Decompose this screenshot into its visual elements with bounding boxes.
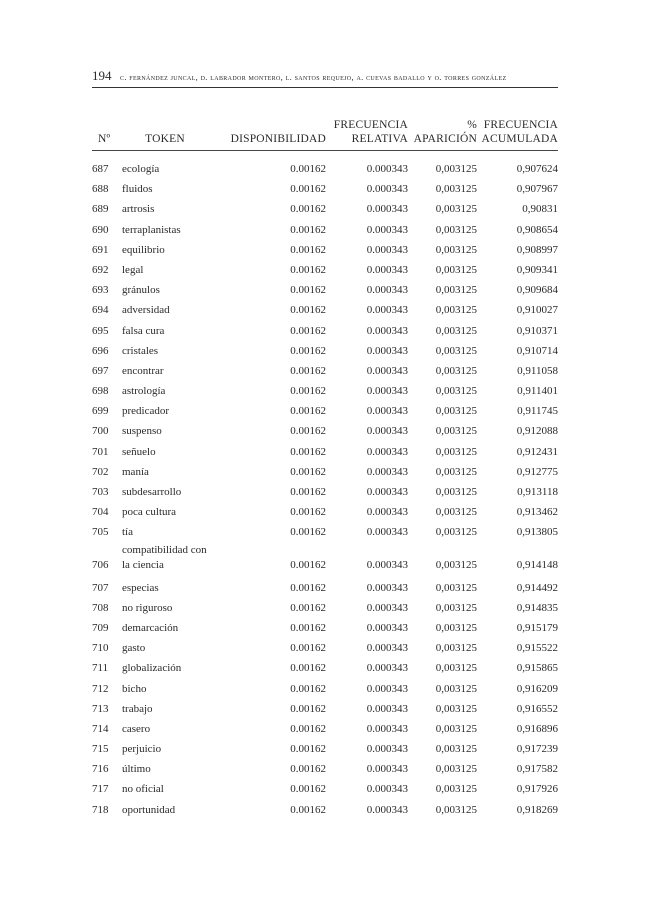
row-number-cell: 707 [92, 581, 109, 594]
frecuencia-relativa-cell: 0.000343 [366, 364, 408, 377]
frecuencia-acumulada-cell: 0,914835 [516, 601, 558, 614]
frecuencia-relativa-cell: 0.000343 [366, 445, 408, 458]
disponibilidad-cell: 0.00162 [290, 526, 326, 539]
frecuencia-relativa-cell: 0.000343 [366, 601, 408, 614]
frecuencia-acumulada-cell: 0,909341 [516, 263, 558, 276]
table-header-row [92, 118, 558, 151]
table-header [92, 118, 558, 151]
column-header-disponibilidad: DISPONIBILIDAD [210, 118, 328, 151]
frecuencia-acumulada-cell: 0,913462 [516, 506, 558, 519]
table-row [92, 478, 558, 498]
frecuencia-acumulada-cell: 0,912088 [516, 425, 558, 438]
token-cell: artrosis [122, 203, 155, 216]
frecuencia-relativa-cell: 0.000343 [366, 486, 408, 498]
disponibilidad-cell: 0.00162 [290, 263, 326, 276]
disponibilidad-cell: 0.00162 [290, 486, 326, 498]
token-cell: equilibrio [122, 243, 165, 256]
token-cell: señuelo [122, 445, 156, 458]
frecuencia-acumulada-cell: 0,917926 [516, 783, 558, 796]
frecuencia-relativa-cell: 0.000343 [366, 284, 408, 297]
frecuencia-acumulada-cell: 0,917239 [516, 743, 558, 756]
disponibilidad-cell: 0.00162 [290, 364, 326, 377]
table-row [92, 256, 558, 276]
table-row [92, 236, 558, 256]
disponibilidad-cell: 0.00162 [290, 743, 326, 756]
aparicion-cell: 0,003125 [435, 601, 477, 614]
row-number-cell: 716 [92, 763, 109, 776]
frecuencia-acumulada-cell: 0,912775 [516, 465, 558, 478]
disponibilidad-cell: 0.00162 [290, 803, 326, 816]
table-row [92, 755, 558, 775]
frecuencia-acumulada-cell: 0,913805 [516, 526, 558, 539]
column-header-aparicion [408, 118, 478, 151]
token-cell: gránulos [122, 284, 160, 297]
frecuencia-relativa-cell: 0.000343 [366, 405, 408, 418]
token-cell: ecología [122, 163, 160, 175]
table-row [92, 634, 558, 654]
aparicion-cell: 0,003125 [435, 344, 477, 357]
token-cell: no riguroso [122, 601, 173, 614]
row-number-cell: 713 [92, 702, 109, 715]
table-row [92, 337, 558, 357]
disponibilidad-cell: 0.00162 [290, 243, 326, 256]
table-row [92, 795, 558, 815]
aparicion-cell: 0,003125 [435, 559, 477, 572]
aparicion-cell: 0,003125 [435, 506, 477, 519]
page-number: 194 [92, 68, 112, 83]
frecuencia-acumulada-cell: 0,916209 [516, 682, 558, 695]
table-row [92, 594, 558, 614]
frecuencia-relativa-cell: 0.000343 [366, 385, 408, 398]
row-number-cell: 703 [92, 486, 109, 498]
disponibilidad-cell: 0.00162 [290, 506, 326, 519]
table-row [92, 538, 558, 573]
disponibilidad-cell: 0.00162 [290, 559, 326, 572]
disponibilidad-cell: 0.00162 [290, 722, 326, 735]
aparicion-cell: 0,003125 [435, 163, 477, 175]
token-cell: falsa cura [122, 324, 165, 337]
token-cell: encontrar [122, 364, 164, 377]
token-cell: fluidos [122, 183, 153, 196]
row-number-cell: 702 [92, 465, 109, 478]
table-row [92, 437, 558, 457]
frecuencia-acumulada-cell: 0,915179 [516, 621, 558, 634]
disponibilidad-cell: 0.00162 [290, 183, 326, 196]
table-row [92, 377, 558, 397]
token-frequency-table [92, 118, 558, 816]
table-row [92, 316, 558, 336]
table-row [92, 357, 558, 377]
row-number-cell: 700 [92, 425, 109, 438]
row-number-cell: 694 [92, 304, 109, 317]
frecuencia-acumulada-cell: 0,915522 [516, 642, 558, 655]
token-table-container [92, 118, 558, 816]
column-header-frecuencia-relativa-line1: FRECUENCIA [333, 119, 408, 131]
frecuencia-relativa-cell: 0.000343 [366, 425, 408, 438]
token-cell: compatibilidad con la ciencia [122, 544, 207, 572]
aparicion-cell: 0,003125 [435, 263, 477, 276]
frecuencia-acumulada-cell: 0,913118 [517, 486, 558, 498]
row-number-cell: 687 [92, 163, 109, 175]
column-header-number: Nº [92, 118, 120, 151]
table-row [92, 195, 558, 215]
frecuencia-acumulada-cell: 0,912431 [516, 445, 558, 458]
frecuencia-relativa-cell: 0.000343 [366, 223, 408, 236]
frecuencia-relativa-cell: 0.000343 [366, 203, 408, 216]
frecuencia-relativa-cell: 0.000343 [366, 763, 408, 776]
frecuencia-relativa-cell: 0.000343 [366, 304, 408, 317]
disponibilidad-cell: 0.00162 [290, 662, 326, 675]
frecuencia-relativa-cell: 0.000343 [366, 526, 408, 539]
token-cell: manía [122, 465, 149, 478]
disponibilidad-cell: 0.00162 [290, 621, 326, 634]
frecuencia-relativa-cell: 0.000343 [366, 642, 408, 655]
running-header [92, 68, 562, 84]
row-number-cell: 704 [92, 506, 109, 519]
token-cell: poca cultura [122, 506, 177, 519]
table-row [92, 518, 558, 538]
aparicion-cell: 0,003125 [435, 642, 477, 655]
aparicion-cell: 0,003125 [435, 243, 477, 256]
header-rule [92, 87, 558, 88]
token-cell: astrología [122, 385, 166, 398]
disponibilidad-cell: 0.00162 [290, 702, 326, 715]
token-cell: perjuicio [122, 743, 162, 756]
frecuencia-acumulada-cell: 0,90831 [522, 203, 558, 216]
frecuencia-acumulada-cell: 0,910714 [516, 344, 558, 357]
row-number-cell: 706 [92, 559, 109, 572]
row-number-cell: 710 [92, 642, 109, 655]
row-number-cell: 698 [92, 385, 109, 398]
row-number-cell: 708 [92, 601, 109, 614]
frecuencia-relativa-cell: 0.000343 [366, 783, 408, 796]
disponibilidad-cell: 0.00162 [290, 445, 326, 458]
frecuencia-acumulada-cell: 0,915865 [516, 662, 558, 675]
disponibilidad-cell: 0.00162 [290, 344, 326, 357]
frecuencia-relativa-cell: 0.000343 [366, 621, 408, 634]
aparicion-cell: 0,003125 [435, 385, 477, 398]
aparicion-cell: 0,003125 [435, 581, 477, 594]
aparicion-cell: 0,003125 [435, 743, 477, 756]
aparicion-cell: 0,003125 [435, 783, 477, 796]
row-number-cell: 701 [92, 445, 109, 458]
table-row [92, 735, 558, 755]
frecuencia-acumulada-cell: 0,911058 [517, 364, 558, 377]
disponibilidad-cell: 0.00162 [290, 425, 326, 438]
frecuencia-acumulada-cell: 0,908654 [516, 223, 558, 236]
row-number-cell: 709 [92, 621, 109, 634]
frecuencia-relativa-cell: 0.000343 [366, 465, 408, 478]
disponibilidad-cell: 0.00162 [290, 465, 326, 478]
disponibilidad-cell: 0.00162 [290, 581, 326, 594]
column-header-aparicion-line2: APARICIÓN [413, 133, 477, 145]
frecuencia-acumulada-cell: 0,910027 [516, 304, 558, 317]
row-number-cell: 699 [92, 405, 109, 418]
token-cell: último [122, 763, 151, 776]
row-number-cell: 718 [92, 803, 109, 816]
row-number-cell: 712 [92, 682, 109, 695]
aparicion-cell: 0,003125 [435, 722, 477, 735]
table-row [92, 276, 558, 296]
disponibilidad-cell: 0.00162 [290, 304, 326, 317]
frecuencia-acumulada-cell: 0,911745 [517, 405, 558, 418]
table-row [92, 397, 558, 417]
token-cell: subdesarrollo [122, 486, 182, 498]
table-row [92, 614, 558, 634]
frecuencia-relativa-cell: 0.000343 [366, 662, 408, 675]
token-cell: no oficial [122, 783, 164, 796]
token-cell: demarcación [122, 621, 179, 634]
table-row [92, 417, 558, 437]
frecuencia-relativa-cell: 0.000343 [366, 743, 408, 756]
row-number-cell: 695 [92, 324, 109, 337]
token-cell: cristales [122, 344, 159, 357]
column-header-frecuencia-acumulada [478, 118, 558, 151]
aparicion-cell: 0,003125 [435, 203, 477, 216]
token-cell: globalización [122, 662, 182, 675]
token-cell: bicho [122, 682, 147, 695]
frecuencia-acumulada-cell: 0,916896 [516, 722, 558, 735]
table-row [92, 175, 558, 195]
table-row [92, 674, 558, 694]
frecuencia-acumulada-cell: 0,910371 [516, 324, 558, 337]
row-number-cell: 711 [92, 662, 109, 675]
aparicion-cell: 0,003125 [435, 364, 477, 377]
disponibilidad-cell: 0.00162 [290, 385, 326, 398]
running-header-authors: c. fernández juncal, d. labrador montero, l. santos requejo, a. cuevas badallo y o. torres gonzález [119, 72, 507, 82]
table-body [92, 151, 558, 816]
row-number-cell: 715 [92, 743, 109, 756]
disponibilidad-cell: 0.00162 [290, 203, 326, 216]
frecuencia-relativa-cell: 0.000343 [366, 243, 408, 256]
table-row [92, 151, 558, 176]
disponibilidad-cell: 0.00162 [290, 405, 326, 418]
token-cell: oportunidad [122, 803, 176, 816]
aparicion-cell: 0,003125 [435, 405, 477, 418]
column-header-aparicion-line1: % [467, 119, 477, 131]
aparicion-cell: 0,003125 [435, 763, 477, 776]
table-row [92, 715, 558, 735]
frecuencia-relativa-cell: 0.000343 [366, 803, 408, 816]
row-number-cell: 688 [92, 183, 109, 196]
frecuencia-acumulada-cell: 0,909684 [516, 284, 558, 297]
token-cell: especias [122, 581, 159, 594]
frecuencia-acumulada-cell: 0,918269 [516, 803, 558, 816]
frecuencia-relativa-cell: 0.000343 [366, 559, 408, 572]
token-cell: trabajo [122, 702, 153, 715]
token-cell: gasto [122, 642, 146, 655]
column-header-token: TOKEN [120, 118, 210, 151]
disponibilidad-cell: 0.00162 [290, 763, 326, 776]
aparicion-cell: 0,003125 [435, 465, 477, 478]
frecuencia-acumulada-cell: 0,907967 [516, 183, 558, 196]
disponibilidad-cell: 0.00162 [290, 163, 326, 175]
frecuencia-relativa-cell: 0.000343 [366, 506, 408, 519]
row-number-cell: 690 [92, 223, 109, 236]
token-cell: adversidad [122, 304, 170, 317]
frecuencia-acumulada-cell: 0,907624 [516, 163, 558, 175]
token-cell: legal [122, 263, 144, 276]
aparicion-cell: 0,003125 [435, 445, 477, 458]
disponibilidad-cell: 0.00162 [290, 601, 326, 614]
table-row [92, 296, 558, 316]
disponibilidad-cell: 0.00162 [290, 642, 326, 655]
row-number-cell: 692 [92, 263, 109, 276]
aparicion-cell: 0,003125 [435, 425, 477, 438]
aparicion-cell: 0,003125 [435, 324, 477, 337]
token-cell: suspenso [122, 425, 162, 438]
aparicion-cell: 0,003125 [435, 526, 477, 539]
aparicion-cell: 0,003125 [435, 223, 477, 236]
frecuencia-relativa-cell: 0.000343 [366, 722, 408, 735]
frecuencia-relativa-cell: 0.000343 [366, 581, 408, 594]
token-cell: casero [122, 722, 151, 735]
frecuencia-acumulada-cell: 0,916552 [516, 702, 558, 715]
frecuencia-acumulada-cell: 0,914148 [516, 559, 558, 572]
frecuencia-acumulada-cell: 0,908997 [516, 243, 558, 256]
aparicion-cell: 0,003125 [435, 183, 477, 196]
column-header-frecuencia-acumulada-line1: FRECUENCIA [483, 119, 558, 131]
row-number-cell: 714 [92, 722, 109, 735]
table-row [92, 573, 558, 593]
aparicion-cell: 0,003125 [435, 682, 477, 695]
row-number-cell: 717 [92, 783, 109, 796]
frecuencia-acumulada-cell: 0,911401 [517, 385, 558, 398]
frecuencia-relativa-cell: 0.000343 [366, 344, 408, 357]
frecuencia-acumulada-cell: 0,914492 [516, 581, 558, 594]
token-cell: predicador [122, 405, 170, 418]
table-row [92, 458, 558, 478]
column-header-frecuencia-acumulada-line2: ACUMULADA [481, 133, 558, 145]
frecuencia-relativa-cell: 0.000343 [366, 324, 408, 337]
frecuencia-relativa-cell: 0.000343 [366, 702, 408, 715]
row-number-cell: 693 [92, 284, 109, 297]
table-row [92, 695, 558, 715]
row-number-cell: 697 [92, 364, 109, 377]
column-header-frecuencia-relativa [328, 118, 408, 151]
aparicion-cell: 0,003125 [435, 662, 477, 675]
disponibilidad-cell: 0.00162 [290, 284, 326, 297]
disponibilidad-cell: 0.00162 [290, 783, 326, 796]
row-number-cell: 689 [92, 203, 109, 216]
aparicion-cell: 0,003125 [435, 486, 477, 498]
frecuencia-relativa-cell: 0.000343 [366, 682, 408, 695]
disponibilidad-cell: 0.00162 [290, 682, 326, 695]
aparicion-cell: 0,003125 [435, 803, 477, 816]
frecuencia-relativa-cell: 0.000343 [366, 163, 408, 175]
table-row [92, 215, 558, 235]
token-cell: terraplanistas [122, 223, 181, 236]
token-cell: tía [122, 526, 133, 539]
row-number-cell: 691 [92, 243, 109, 256]
table-row [92, 775, 558, 795]
table-row [92, 498, 558, 518]
aparicion-cell: 0,003125 [435, 304, 477, 317]
aparicion-cell: 0,003125 [435, 284, 477, 297]
disponibilidad-cell: 0.00162 [290, 223, 326, 236]
table-row [92, 654, 558, 674]
frecuencia-relativa-cell: 0.000343 [366, 183, 408, 196]
aparicion-cell: 0,003125 [435, 621, 477, 634]
row-number-cell: 705 [92, 526, 109, 539]
column-header-frecuencia-relativa-line2: RELATIVA [351, 133, 408, 145]
frecuencia-relativa-cell: 0.000343 [366, 263, 408, 276]
frecuencia-acumulada-cell: 0,917582 [516, 763, 558, 776]
aparicion-cell: 0,003125 [435, 702, 477, 715]
row-number-cell: 696 [92, 344, 109, 357]
disponibilidad-cell: 0.00162 [290, 324, 326, 337]
